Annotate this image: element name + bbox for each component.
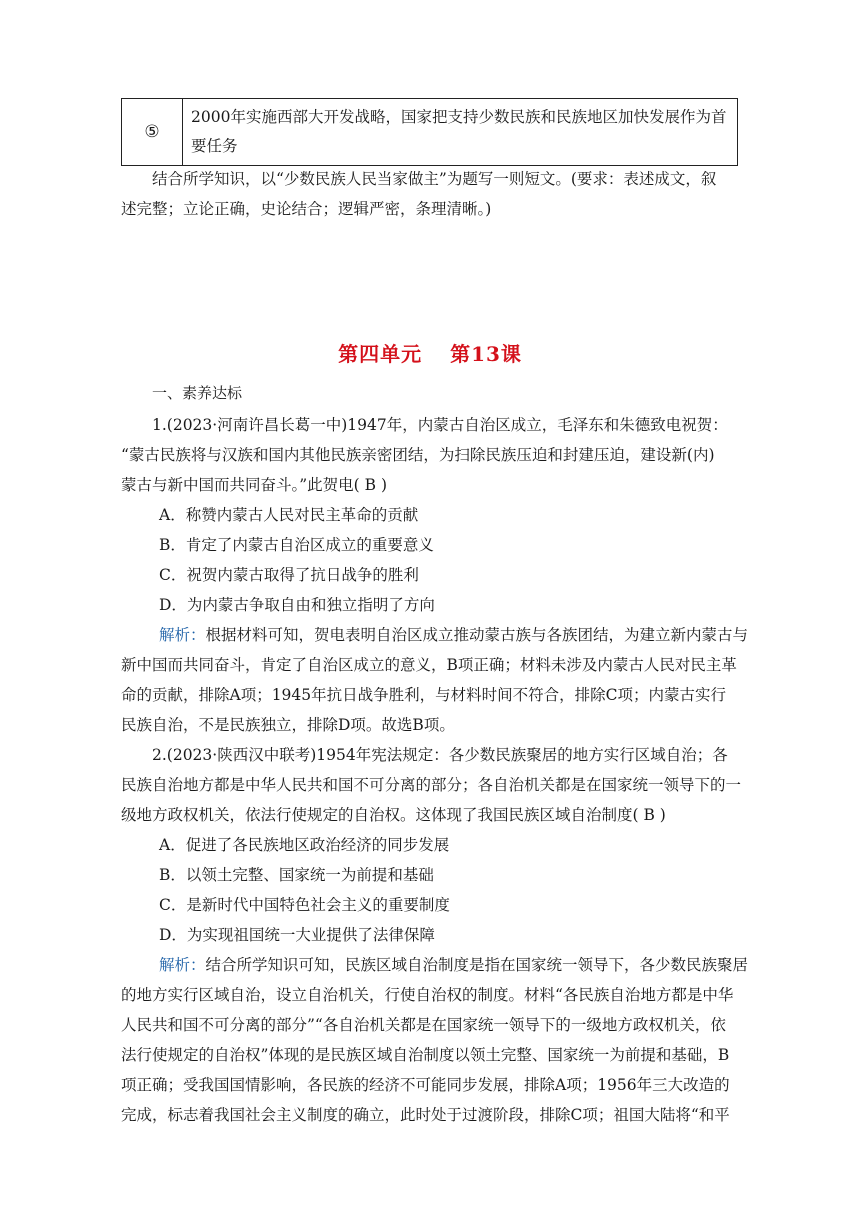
lesson-heading xyxy=(0,338,860,367)
analysis-label: 解析： xyxy=(159,956,206,974)
q2-analysis-line: 项正确；受我国国情影响，各民族的经济不可能同步发展，排除A项；1956年三大改造的 xyxy=(121,1076,730,1094)
section-title: 一、素养达标 xyxy=(152,384,243,402)
q1-analysis-line xyxy=(121,620,749,650)
q2-stem-line: 2.(2023·陕西汉中联考)1954年宪法规定：各少数民族聚居的地方实行区域自治；各 xyxy=(152,746,728,764)
q1-option-a: A．称赞内蒙古人民对民主革命的贡献 xyxy=(159,506,419,524)
row-text: 2000年实施西部大开发战略，国家把支持少数民族和民族地区加快发展作为首要任务 xyxy=(183,99,738,166)
q2-option-b: B．以领土完整、国家统一为前提和基础 xyxy=(159,866,434,884)
q1-stem-line: 1.(2023·河南许昌长葛一中)1947年，内蒙古自治区成立，毛泽东和朱德致电祝贺： xyxy=(152,416,728,434)
q1-analysis-line: 命的贡献，排除A项；1945年抗日战争胜利，与材料时间不符合，排除C项；内蒙古实行 xyxy=(121,686,727,704)
lesson-title: 第13课 xyxy=(450,342,522,366)
table-row xyxy=(122,99,738,166)
q1-stem-line: “蒙古民族将与汉族和国内其他民族亲密团结，为扫除民族压迫和封建压迫，建设新(内) xyxy=(121,446,715,464)
q1-option-b: B．肯定了内蒙古自治区成立的重要意义 xyxy=(159,536,434,554)
row-number: ⑤ xyxy=(122,99,183,166)
q1-analysis-line: 民族自治，不是民族独立，排除D项。故选B项。 xyxy=(121,716,455,734)
q2-stem-line: 民族自治地方都是中华人民共和国不可分离的部分；各自治机关都是在国家统一领导下的一 xyxy=(121,776,742,794)
task-line-2: 述完整；立论正确，史论结合；逻辑严密，条理清晰。) xyxy=(121,200,492,218)
unit-title: 第四单元 xyxy=(338,342,423,366)
material-table xyxy=(121,98,738,166)
q2-option-a: A．促进了各民族地区政治经济的同步发展 xyxy=(159,836,450,854)
question-2 xyxy=(121,740,749,1130)
q2-analysis-line: 人民共和国不可分离的部分”“各自治机关都是在国家统一领导下的一级地方政权机关，依 xyxy=(121,1016,726,1034)
q2-option-c: C．是新时代中国特色社会主义的重要制度 xyxy=(159,896,450,914)
q1-option-d: D．为内蒙古争取自由和独立指明了方向 xyxy=(159,596,435,614)
question-1 xyxy=(121,410,749,740)
q2-option-d: D．为实现祖国统一大业提供了法律保障 xyxy=(159,926,435,944)
q2-analysis-line xyxy=(121,950,749,980)
q2-analysis-text: 结合所学知识可知，民族区域自治制度是指在国家统一领导下，各少数民族聚居 xyxy=(205,956,749,974)
q2-analysis-line: 法行使规定的自治权”体现的是民族区域自治制度以领土完整、国家统一为前提和基础，B xyxy=(121,1046,730,1064)
q1-analysis-text: 根据材料可知，贺电表明自治区成立推动蒙古族与各族团结，为建立新内蒙古与 xyxy=(205,626,749,644)
q1-stem-line: 蒙古与新中国而共同奋斗。”此贺电( B ) xyxy=(121,476,388,494)
q2-stem-line: 级地方政权机关，依法行使规定的自治权。这体现了我国民族区域自治制度( B ) xyxy=(121,806,666,824)
q2-analysis-line: 的地方实行区域自治，设立自治机关，行使自治权的制度。材料“各民族自治地方都是中华 xyxy=(121,986,734,1004)
task-line-1: 结合所学知识，以“少数民族人民当家做主”为题写一则短文。(要求：表述成文，叙 xyxy=(152,170,717,188)
q1-option-c: C．祝贺内蒙古取得了抗日战争的胜利 xyxy=(159,566,419,584)
q2-analysis-line: 完成，标志着我国社会主义制度的确立，此时处于过渡阶段，排除C项；祖国大陆将“和平 xyxy=(121,1106,730,1124)
analysis-label: 解析： xyxy=(159,626,206,644)
q1-analysis-line: 新中国而共同奋斗，肯定了自治区成立的意义，B项正确；材料未涉及内蒙古人民对民主革 xyxy=(121,656,737,674)
task-requirement xyxy=(121,164,741,224)
